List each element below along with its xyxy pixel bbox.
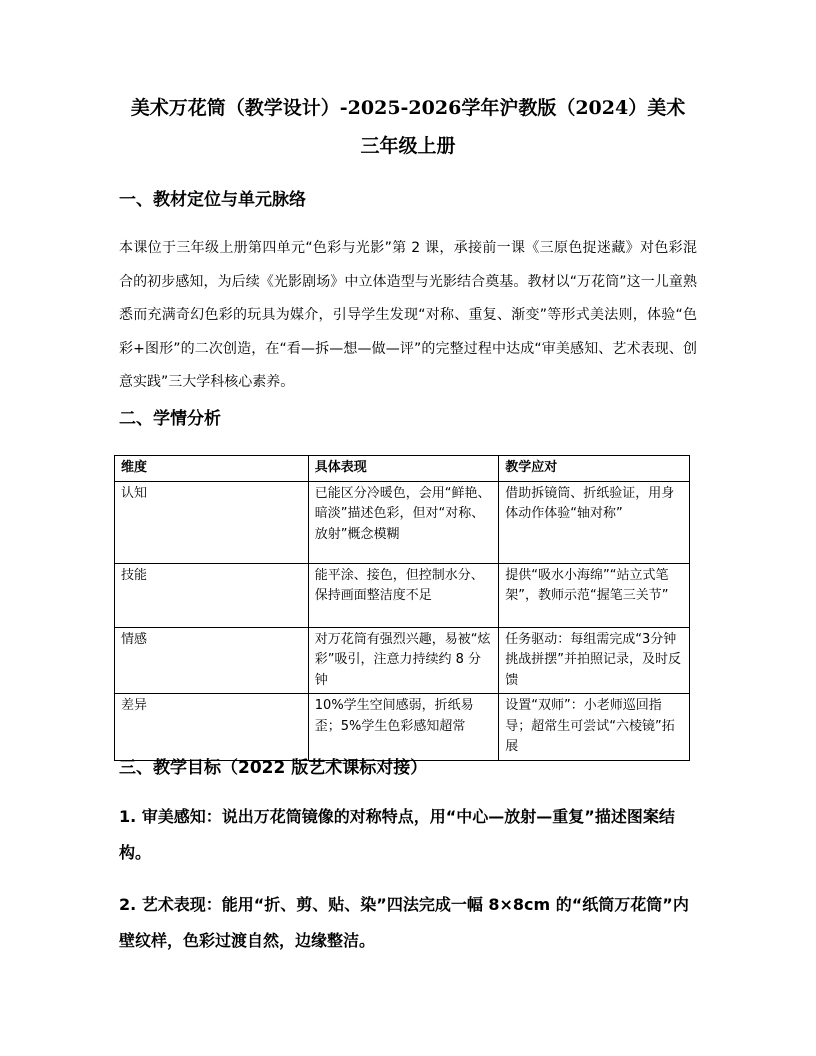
section1-paragraph: 本课位于三年级上册第四单元“色彩与光影”第 2 课，承接前一课《三原色捉迷藏》对色彩混合的初步感知，为后续《光影剧场》中立体造型与光影结合奠基。教材以“万花筒”这一儿童熟悉而充满奇幻色彩的玩具为媒介，引导学生发现“对称、重复、渐变”等形式美法则，体验“色彩+图形”的二次创造，在“看—拆—想—做—评”的完整过程中达成“审美感知、艺术表现、创意实践”三大学科核心素养。 <box>119 240 697 390</box>
table-header-response: 教学应对 <box>499 456 690 482</box>
table-header-dimension: 维度 <box>115 456 309 482</box>
table-header-row <box>115 456 690 482</box>
table-cell: 10%学生空间感弱，折纸易歪；5%学生色彩感知超常 <box>308 694 499 761</box>
table-cell: 技能 <box>115 563 309 627</box>
table-header-performance: 具体表现 <box>308 456 499 482</box>
learner-analysis-table <box>114 455 690 761</box>
section1-heading: 一、教材定位与单元脉络 <box>119 190 306 210</box>
table-row <box>115 563 690 627</box>
table-row <box>115 627 690 694</box>
document-title-line1: 美术万花筒（教学设计）-2025-2026学年沪教版（2024）美术 <box>130 97 686 119</box>
table-cell: 任务驱动：每组需完成“3分钟挑战拼摆”并拍照记录，及时反馈 <box>499 627 690 694</box>
document-title-line2: 三年级上册 <box>360 135 456 157</box>
goal-item: 1. 审美感知：说出万花筒镜像的对称特点，用“中心—放射—重复”描述图案结构。 <box>119 807 675 862</box>
table-cell: 提供“吸水小海绵”“站立式笔架”，教师示范“握笔三关节” <box>499 563 690 627</box>
table-cell: 对万花筒有强烈兴趣，易被“炫彩”吸引，注意力持续约 8 分钟 <box>308 627 499 694</box>
table-row <box>115 481 690 563</box>
table-row <box>115 694 690 761</box>
table-cell: 设置“双师”：小老师巡回指导；超常生可尝试“六棱镜”拓展 <box>499 694 690 761</box>
table-cell: 情感 <box>115 627 309 694</box>
section3-heading: 三、教学目标（2022 版艺术课标对接） <box>119 758 428 778</box>
table-cell: 能平涂、接色，但控制水分、保持画面整洁度不足 <box>308 563 499 627</box>
table-cell: 差异 <box>115 694 309 761</box>
section2-heading: 二、学情分析 <box>119 409 221 429</box>
goal-item: 2. 艺术表现：能用“折、剪、贴、染”四法完成一幅 8×8cm 的“纸筒万花筒”内壁纹样，色彩过渡自然，边缘整洁。 <box>119 895 689 950</box>
table-cell: 认知 <box>115 481 309 563</box>
table-cell: 借助拆镜筒、折纸验证，用身体动作体验“轴对称” <box>499 481 690 563</box>
table-cell: 已能区分冷暖色，会用“鲜艳、暗淡”描述色彩，但对“对称、放射”概念模糊 <box>308 481 499 563</box>
